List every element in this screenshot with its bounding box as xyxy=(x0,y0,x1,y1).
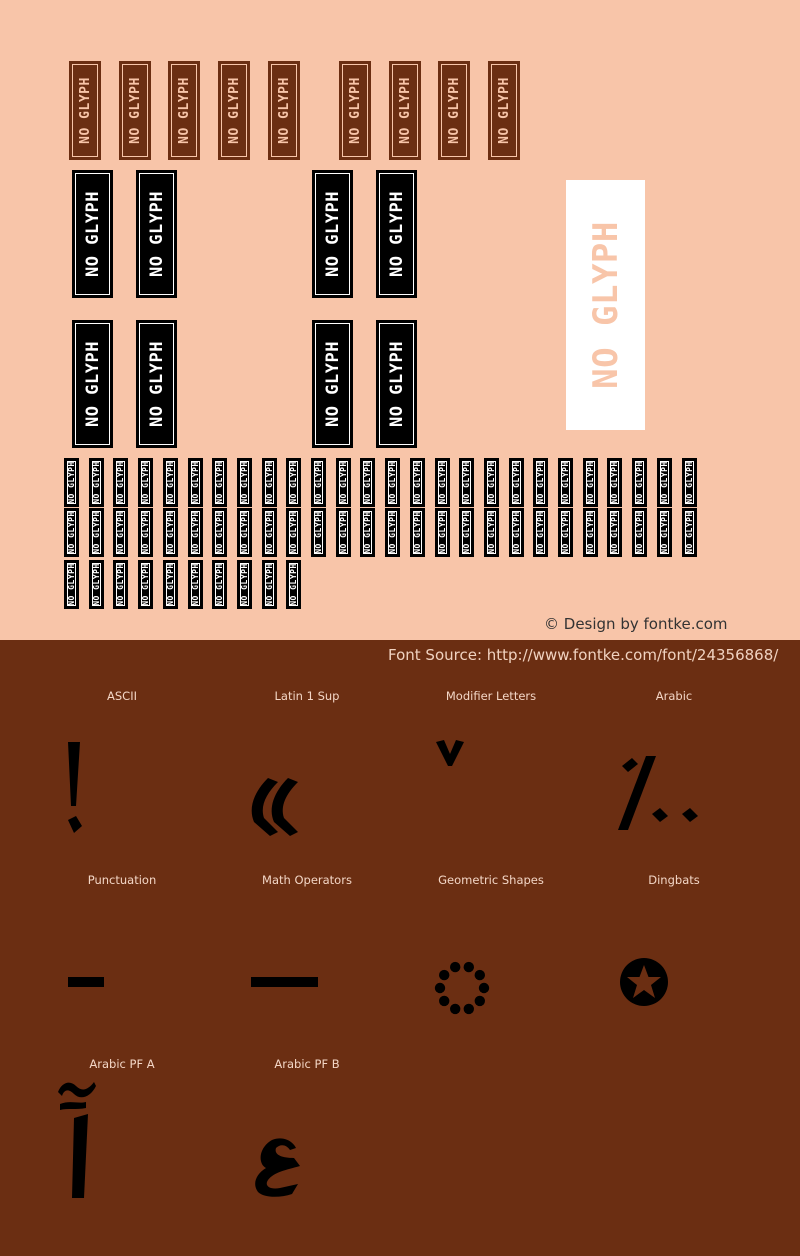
no-glyph-placeholder: NO GLYPH xyxy=(262,458,277,507)
dotted-circle-dot xyxy=(439,996,449,1006)
no-glyph-placeholder: NO GLYPH xyxy=(632,458,647,507)
no-glyph-placeholder: NO GLYPH xyxy=(558,508,573,557)
no-glyph-placeholder: NO GLYPH xyxy=(484,458,499,507)
no-glyph-placeholder: NO GLYPH xyxy=(632,508,647,557)
no-glyph-placeholder: NO GLYPH xyxy=(312,170,353,298)
no-glyph-placeholder: NO GLYPH xyxy=(89,508,104,557)
no-glyph-placeholder: NO GLYPH xyxy=(376,170,417,298)
circled-star-glyph xyxy=(618,956,670,1008)
no-glyph-placeholder: NO GLYPH xyxy=(188,508,203,557)
no-glyph-placeholder: NO GLYPH xyxy=(268,61,300,160)
arabic-alef-madda-glyph xyxy=(56,1078,106,1202)
dotted-circle-dot xyxy=(450,962,460,972)
dotted-circle-glyph xyxy=(432,958,492,1018)
font-source-link[interactable]: Font Source: http://www.fontke.com/font/24356868/ xyxy=(388,646,779,664)
no-glyph-placeholder: NO GLYPH xyxy=(286,560,301,609)
minus-sign-glyph xyxy=(250,976,320,988)
no-glyph-placeholder: NO GLYPH xyxy=(509,508,524,557)
no-glyph-placeholder: NO GLYPH xyxy=(311,458,326,507)
no-glyph-placeholder: NO GLYPH xyxy=(72,170,113,298)
dotted-circle-dot xyxy=(435,983,445,993)
category-label-arabic: Arabic xyxy=(655,689,693,703)
no-glyph-placeholder: NO GLYPH xyxy=(237,458,252,507)
no-glyph-placeholder: NO GLYPH xyxy=(336,508,351,557)
category-label-math-operators: Math Operators xyxy=(262,873,352,887)
category-label-latin1-sup: Latin 1 Sup xyxy=(274,689,340,703)
no-glyph-placeholder: NO GLYPH xyxy=(385,508,400,557)
no-glyph-placeholder: NO GLYPH xyxy=(64,560,79,609)
no-glyph-placeholder: NO GLYPH xyxy=(360,508,375,557)
no-glyph-placeholder: NO GLYPH xyxy=(459,458,474,507)
no-glyph-placeholder: NO GLYPH xyxy=(136,320,177,448)
no-glyph-placeholder: NO GLYPH xyxy=(410,458,425,507)
no-glyph-placeholder: NO GLYPH xyxy=(566,180,645,430)
character-set-area xyxy=(0,640,800,1256)
no-glyph-placeholder: NO GLYPH xyxy=(376,320,417,448)
category-label-ascii: ASCII xyxy=(107,689,137,703)
no-glyph-placeholder: NO GLYPH xyxy=(212,458,227,507)
no-glyph-placeholder: NO GLYPH xyxy=(262,560,277,609)
no-glyph-placeholder: NO GLYPH xyxy=(657,458,672,507)
no-glyph-placeholder: NO GLYPH xyxy=(163,508,178,557)
no-glyph-placeholder: NO GLYPH xyxy=(339,61,371,160)
no-glyph-placeholder: NO GLYPH xyxy=(657,508,672,557)
no-glyph-placeholder: NO GLYPH xyxy=(312,320,353,448)
dotted-circle-dot xyxy=(475,996,485,1006)
no-glyph-placeholder: NO GLYPH xyxy=(262,508,277,557)
no-glyph-placeholder: NO GLYPH xyxy=(509,458,524,507)
no-glyph-placeholder: NO GLYPH xyxy=(119,61,151,160)
no-glyph-placeholder: NO GLYPH xyxy=(360,458,375,507)
no-glyph-placeholder: NO GLYPH xyxy=(72,320,113,448)
no-glyph-placeholder: NO GLYPH xyxy=(410,508,425,557)
caron-glyph xyxy=(434,738,466,768)
no-glyph-placeholder: NO GLYPH xyxy=(385,458,400,507)
dotted-circle-dot xyxy=(450,1004,460,1014)
no-glyph-placeholder: NO GLYPH xyxy=(435,508,450,557)
no-glyph-placeholder: NO GLYPH xyxy=(533,508,548,557)
no-glyph-placeholder: NO GLYPH xyxy=(64,508,79,557)
no-glyph-placeholder: NO GLYPH xyxy=(188,560,203,609)
no-glyph-placeholder: NO GLYPH xyxy=(163,560,178,609)
category-label-arabic-pf-a: Arabic PF A xyxy=(89,1057,155,1071)
no-glyph-placeholder: NO GLYPH xyxy=(168,61,200,160)
no-glyph-placeholder: NO GLYPH xyxy=(136,170,177,298)
category-label-modifier-letters: Modifier Letters xyxy=(445,689,537,703)
no-glyph-placeholder: NO GLYPH xyxy=(237,508,252,557)
category-label-arabic-pf-b: Arabic PF B xyxy=(274,1057,340,1071)
no-glyph-placeholder: NO GLYPH xyxy=(218,61,250,160)
no-glyph-placeholder: NO GLYPH xyxy=(163,458,178,507)
category-label-punctuation: Punctuation xyxy=(87,873,157,887)
no-glyph-placeholder: NO GLYPH xyxy=(311,508,326,557)
no-glyph-placeholder: NO GLYPH xyxy=(488,61,520,160)
dotted-circle-dot xyxy=(479,983,489,993)
no-glyph-placeholder: NO GLYPH xyxy=(533,458,548,507)
no-glyph-placeholder: NO GLYPH xyxy=(113,458,128,507)
exclamation-mark-glyph xyxy=(60,738,100,838)
left-guillemet-glyph xyxy=(248,776,304,838)
dotted-circle-dot xyxy=(464,1004,474,1014)
no-glyph-placeholder: NO GLYPH xyxy=(138,560,153,609)
arabic-ain-glyph xyxy=(250,1136,306,1202)
no-glyph-placeholder: NO GLYPH xyxy=(389,61,421,160)
no-glyph-placeholder: NO GLYPH xyxy=(212,508,227,557)
dotted-circle-dot xyxy=(439,970,449,980)
no-glyph-placeholder: NO GLYPH xyxy=(89,560,104,609)
no-glyph-placeholder: NO GLYPH xyxy=(113,508,128,557)
category-label-dingbats: Dingbats xyxy=(648,873,700,887)
no-glyph-placeholder: NO GLYPH xyxy=(237,560,252,609)
arabic-percent-sign-glyph xyxy=(616,754,704,834)
no-glyph-placeholder: NO GLYPH xyxy=(484,508,499,557)
no-glyph-placeholder: NO GLYPH xyxy=(435,458,450,507)
dotted-circle-dot xyxy=(464,962,474,972)
no-glyph-placeholder: NO GLYPH xyxy=(558,458,573,507)
no-glyph-placeholder: NO GLYPH xyxy=(286,508,301,557)
no-glyph-placeholder: NO GLYPH xyxy=(69,61,101,160)
no-glyph-placeholder: NO GLYPH xyxy=(138,458,153,507)
no-glyph-placeholder: NO GLYPH xyxy=(64,458,79,507)
no-glyph-placeholder: NO GLYPH xyxy=(682,458,697,507)
dotted-circle-dot xyxy=(475,970,485,980)
no-glyph-placeholder: NO GLYPH xyxy=(459,508,474,557)
en-dash-glyph xyxy=(66,976,106,988)
no-glyph-placeholder: NO GLYPH xyxy=(438,61,470,160)
no-glyph-placeholder: NO GLYPH xyxy=(113,560,128,609)
no-glyph-placeholder: NO GLYPH xyxy=(607,458,622,507)
category-label-geometric-shapes: Geometric Shapes xyxy=(438,873,544,887)
no-glyph-placeholder: NO GLYPH xyxy=(583,508,598,557)
no-glyph-placeholder: NO GLYPH xyxy=(188,458,203,507)
no-glyph-placeholder: NO GLYPH xyxy=(89,458,104,507)
no-glyph-placeholder: NO GLYPH xyxy=(138,508,153,557)
copyright-text: © Design by fontke.com xyxy=(544,615,728,633)
no-glyph-placeholder: NO GLYPH xyxy=(336,458,351,507)
no-glyph-placeholder: NO GLYPH xyxy=(583,458,598,507)
no-glyph-placeholder: NO GLYPH xyxy=(682,508,697,557)
no-glyph-placeholder: NO GLYPH xyxy=(212,560,227,609)
no-glyph-placeholder: NO GLYPH xyxy=(286,458,301,507)
no-glyph-placeholder: NO GLYPH xyxy=(607,508,622,557)
